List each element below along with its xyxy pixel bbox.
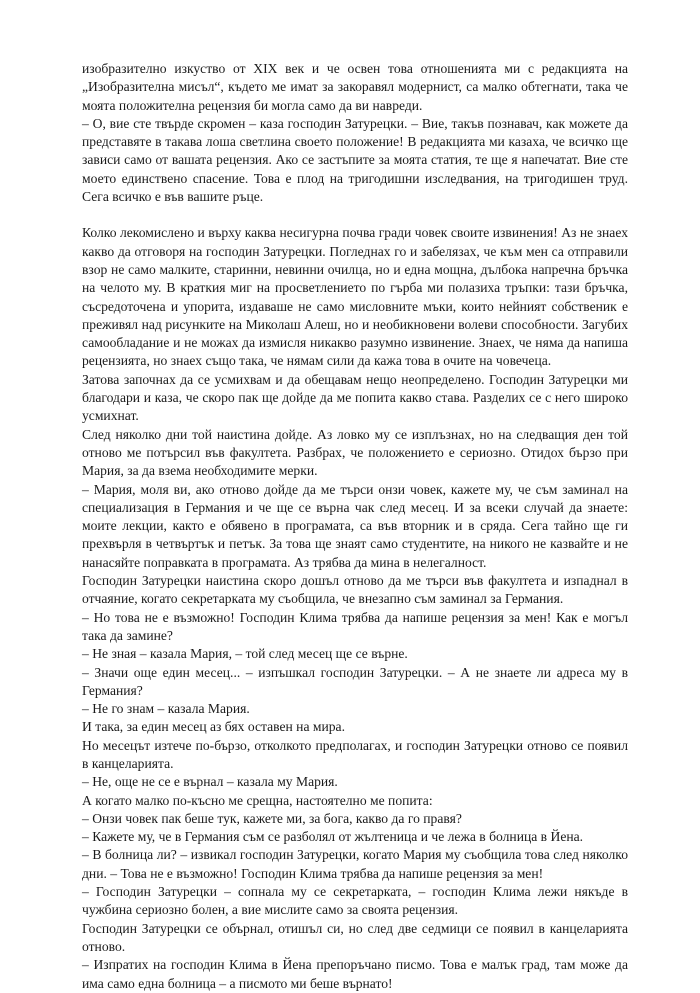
paragraph-9: – Не зная – казала Мария, – той след месец ще се върне. xyxy=(82,646,408,662)
paragraph-20: Господин Затурецки се обърнал, отишъл си, но след две седмици се появил в канцеларията отново. xyxy=(82,920,628,954)
paragraph-5: След няколко дни той наистина дойде. Аз ловко му се изплъзнах, но на следващия ден той отново ме потърсил във факултета. Разбрах, че положението е сериозно. Отидох бързо при Мария, за да взема необходимите мерки. xyxy=(82,426,628,479)
paragraph-13: Но месецът изтече по-бързо, отколкото предполагах, и господин Затурецки отново се появил в канцеларията. xyxy=(82,737,628,771)
paragraph-3: Колко лекомислено и върху каква несигурна почва гради човек своите извинения! Аз не знаех какво да отговоря на господин Затурецки. Погледнах го и забелязах, че към мен са отправили взор не само малките, старинни, невинни очилца, но и една мощна, дълбока напречна бръчка на челото му. В краткия миг на просветлението по гърба ми полазиха тръпки: тази бръчка, съсредоточена и упорита, издаваше не само мисловните мъки, които нейният собственик е преживял над рисунките на Миколаш Алеш, но и необикновени волеви способности. Загубих самообладание и не можах да измисля никакво разумно извинение. Знаех, че няма да напиша рецензията, но знаех също така, че нямам сили да кажа това в очите на човечеца. xyxy=(82,225,628,369)
paragraph-17: – Кажете му, че в Германия съм се разболял от жълтеница и че лежа в болница в Йена. xyxy=(82,829,584,845)
paragraph-14: – Не, още не се е върнал – казала му Мария. xyxy=(82,774,338,790)
paragraph-2: – О, вие сте твърде скромен – каза господин Затурецки. – Вие, такъв познавач, как можете да представяте в такава лоша светлина своето положение! В редакцията ми казаха, че всичко ще зависи само от вашата рецензия. Ако се застъпите за моята статия, те ще я напечатат. Вие сте моето единствено спасение. Това е плод на тригодишни изследвания, на тригодишен труд. Сега всичко е във вашите ръце. xyxy=(82,115,628,205)
paragraph-18: – В болница ли? – извикал господин Затурецки, когато Мария му съобщила това след няколко дни. – Това не е възможно! Господин Клима трябва да напише рецензия за мен! xyxy=(82,847,628,881)
paragraph-4: Затова започнах да се усмихвам и да обещавам нещо неопределено. Господин Затурецки ми благодари и каза, че скоро пак ще дойде да ме попита какво става. Разделих се с него широко усмихнат. xyxy=(82,371,628,424)
paragraph-11: – Не го знам – казала Мария. xyxy=(82,701,250,717)
paragraph-6: – Мария, моля ви, ако отново дойде да ме търси онзи човек, кажете му, че съм заминал на специализация в Германия и че ще се върна чак след месец. И за всеки случай да знаете: моите лекции, както е обявено в програмата, са във вторник и в сряда. Сега тайно ще ги прехвърля в четвъртък и петък. За това ще знаят само студентите, на никого не казвайте и не нанасяйте поправката в програмата. Аз трябва да мина в нелегалност. xyxy=(82,481,628,570)
paragraph-19: – Господин Затурецки – сопнала му се секретарката, – господин Клима лежи някъде в чужбина сериозно болен, а вие мислите само за своята рецензия. xyxy=(82,884,628,918)
paragraph-12: И така, за един месец аз бях оставен на мира. xyxy=(82,719,345,735)
paragraph-8: – Но това не е възможно! Господин Клима трябва да напише рецензия за мен! Как е могъл така да замине? xyxy=(82,609,628,643)
paragraph-15: А когато малко по-късно ме срещна, настоятелно ме попита: xyxy=(82,792,433,808)
paragraph-16: – Онзи човек пак беше тук, кажете ми, за бога, какво да го правя? xyxy=(82,810,462,826)
paragraph-21: – Изпратих на господин Клима в Йена препоръчано писмо. Това е малък град, там може да има само една болница – а писмото ми беше върнато! xyxy=(82,957,628,991)
document-page xyxy=(82,60,628,993)
paragraph-1: изобразително изкуство от XIX век и че освен това отношенията ми с редакцията на „Изобразителна мисъл“, където ме имат за закоравял модернист, са малко обтегнати, така че моята положителна рецензия би могла само да ви навреди. xyxy=(82,61,628,113)
paragraph-7: Господин Затурецки наистина скоро дошъл отново да ме търси във факултета и изпаднал в отчаяние, когато секретарката му съобщила, че внезапно съм заминал за Германия. xyxy=(82,573,628,607)
paragraph-10: – Значи още един месец... – изпъшкал господин Затурецки. – А не знаете ли адреса му в Германия? xyxy=(82,664,628,698)
paragraph-break xyxy=(82,206,628,224)
